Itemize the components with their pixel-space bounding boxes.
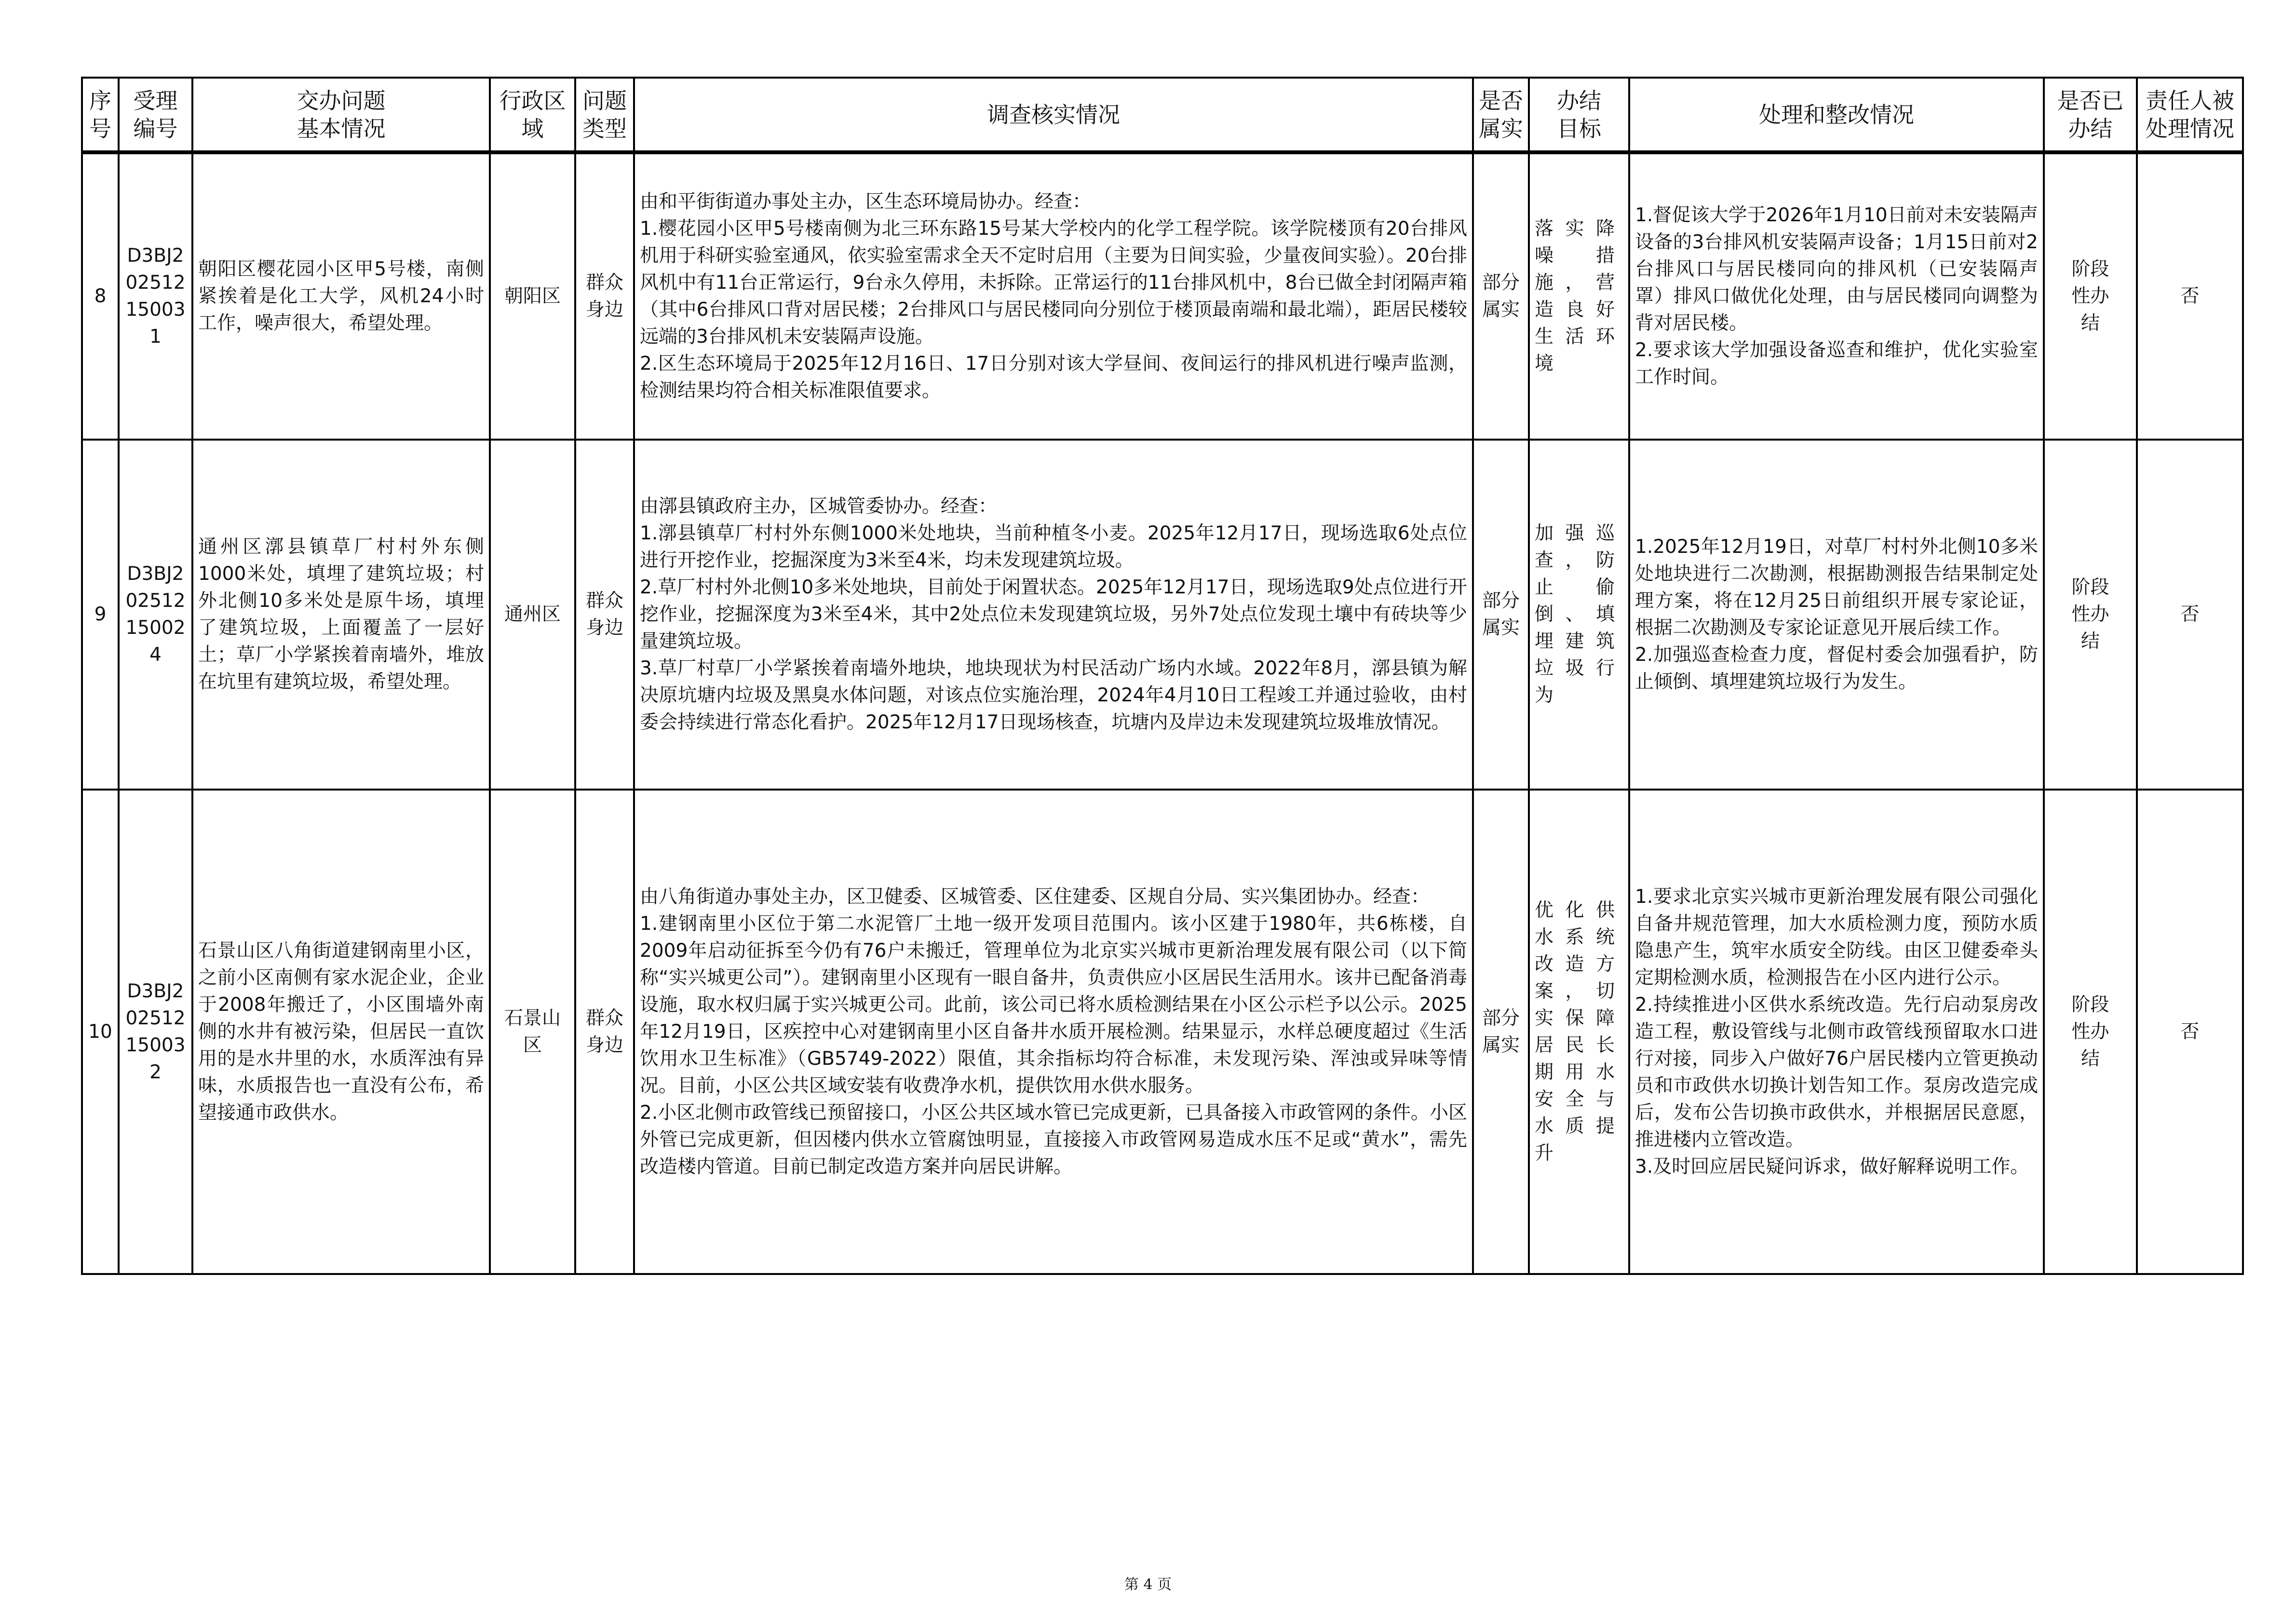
cell-verified: 部分属实 (1473, 440, 1529, 790)
cell-code: D3BJ202512150024 (119, 440, 192, 790)
cell-seq: 8 (82, 152, 119, 440)
investigation-paragraph: 3.草厂村草厂小学紧挨着南墙外地块，地块现状为村民活动广场内水域。2022年8月，漷县镇为解决原坑塘内垃圾及黑臭水体问题，对该点位实施治理，2024年4月10日工程竣工并通过验收，由村委会持续进行常态化看护。2025年12月17日现场核查，坑塘内及岸边未发现建筑垃圾堆放情况。 (640, 657, 1467, 733)
header-verified: 是否属实 (1473, 78, 1529, 152)
cell-district: 石景山区 (490, 790, 575, 1274)
page-number: 第 4 页 (1124, 1576, 1172, 1593)
investigation-paragraph: 2.草厂村村外北侧10多米处地块，目前处于闲置状态。2025年12月17日，现场选取9处点位进行开挖作业，挖掘深度为3米至4米，其中2处点位未发现建筑垃圾，另外7处点位发现土壤中有砖块等少量建筑垃圾。 (640, 577, 1467, 652)
cell-goal: 落实降噪措施，营造良好生活环境 (1529, 152, 1629, 440)
cell-closed: 阶段性办结 (2044, 152, 2137, 440)
investigation-paragraph: 由八角街道办事处主办，区卫健委、区城管委、区住建委、区规自分局、实兴集团协办。经查： (640, 885, 1430, 908)
investigation-paragraph: 1.建钢南里小区位于第二水泥管厂土地一级开发项目范围内。该小区建于1980年，共6栋楼，自2009年启动征拆至今仍有76户未搬迁，管理单位为北京实兴城市更新治理发展有限公司（以下简称“实兴城更公司”）。建钢南里小区现有一眼自备井，负责供应小区居民生活用水。该井已配备消毒设施，取水权归属于实兴城更公司。此前，该公司已将水质检测结果在小区公示栏予以公示。2025年12月19日，区疾控中心对建钢南里小区自备井水质开展检测。结果显示，水样总硬度超过《生活饮用水卫生标准》（GB5749-2022）限值，其余指标均符合标准，未发现污染、浑浊或异味等情况。目前，小区公共区域安装有收费净水机，提供饮用水供水服务。 (640, 912, 1467, 1097)
cell-type: 群众身边 (575, 440, 634, 790)
cell-issue: 通州区漷县镇草厂村村外东侧1000米处，填埋了建筑垃圾；村外北侧10多米处是原牛场，填埋了建筑垃圾，上面覆盖了一层好土；草厂小学紧挨着南墙外，堆放在坑里有建筑垃圾，希望处理。 (192, 440, 490, 790)
cell-code: D3BJ202512150032 (119, 790, 192, 1274)
investigation-paragraph: 2.区生态环境局于2025年12月16日、17日分别对该大学昼间、夜间运行的排风机进行噪声监测，检测结果均符合相关标准限值要求。 (640, 353, 1467, 402)
handling-paragraph: 2.要求该大学加强设备巡查和维护，优化实验室工作时间。 (1635, 339, 2038, 388)
cell-closed: 阶段性办结 (2044, 440, 2137, 790)
handling-paragraph: 2.加强巡查检查力度，督促村委会加强看护，防止倾倒、填埋建筑垃圾行为发生。 (1635, 644, 2038, 693)
cell-accountability: 否 (2137, 790, 2243, 1274)
cell-goal: 加强巡查，防止偷倒、填埋建筑垃圾行为 (1529, 440, 1629, 790)
cell-accountability: 否 (2137, 152, 2243, 440)
cell-verified: 部分属实 (1473, 790, 1529, 1274)
table-row (82, 440, 2243, 790)
header-seq: 序号 (82, 78, 119, 152)
table-row (82, 152, 2243, 440)
handling-paragraph: 3.及时回应居民疑问诉求，做好解释说明工作。 (1635, 1155, 2029, 1178)
cell-type: 群众身边 (575, 790, 634, 1274)
header-accountability: 责任人被处理情况 (2137, 78, 2243, 152)
header-code: 受理编号 (119, 78, 192, 152)
cell-seq: 9 (82, 440, 119, 790)
header-goal: 办结目标 (1529, 78, 1629, 152)
handling-paragraph: 1.2025年12月19日，对草厂村村外北侧10多米处地块进行二次勘测，根据勘测报告结果制定处理方案，将在12月25日前组织开展专家论证，根据二次勘测及专家论证意见开展后续工作。 (1635, 536, 2038, 639)
handling-paragraph: 2.持续推进小区供水系统改造。先行启动泵房改造工程，敷设管线与北侧市政管线预留取水口进行对接，同步入户做好76户居民楼内立管更换动员和市政供水切换计划告知工作。泵房改造完成后，发布公告切换市政供水，并根据居民意愿，推进楼内立管改造。 (1635, 993, 2038, 1151)
header-district: 行政区域 (490, 78, 575, 152)
handling-paragraph: 1.要求北京实兴城市更新治理发展有限公司强化自备井规范管理，加大水质检测力度，预防水质隐患产生，筑牢水质安全防线。由区卫健委牵头定期检测水质，检测报告在小区内进行公示。 (1635, 885, 2038, 989)
cell-goal: 优化供水系统改造方案，切实保障居民长期用水安全与水质提升 (1529, 790, 1629, 1274)
investigation-paragraph: 由和平街街道办事处主办，区生态环境局协办。经查： (640, 191, 1092, 213)
cell-district: 朝阳区 (490, 152, 575, 440)
header-investigation: 调查核实情况 (634, 78, 1473, 152)
handling-paragraph: 1.督促该大学于2026年1月10日前对未安装隔声设备的3台排风机安装隔声设备；1月15日前对2台排风口与居民楼同向的排风机（已安装隔声罩）排风口做优化处理，由与居民楼同向调整为背对居民楼。 (1635, 204, 2038, 334)
table-header-row (82, 78, 2243, 152)
header-closed: 是否已办结 (2044, 78, 2137, 152)
investigation-paragraph: 1.樱花园小区甲5号楼南侧为北三环东路15号某大学校内的化学工程学院。该学院楼顶有20台排风机用于科研实验室通风，依实验室需求全天不定时启用（主要为日间实验，少量夜间实验）。20台排风机中有11台正常运行，9台永久停用，未拆除。正常运行的11台排风机中，8台已做全封闭隔声箱（其中6台排风口背对居民楼；2台排风口与居民楼同向分别位于楼顶最南端和最北端），距居民楼较远端的3台排风机未安装隔声设施。 (640, 218, 1467, 348)
cell-accountability: 否 (2137, 440, 2243, 790)
cell-code: D3BJ202512150031 (119, 152, 192, 440)
table-row (82, 790, 2243, 1274)
investigation-paragraph: 1.漷县镇草厂村村外东侧1000米处地块，当前种植冬小麦。2025年12月17日，现场选取6处点位进行开挖作业，挖掘深度为3米至4米，均未发现建筑垃圾。 (640, 523, 1467, 571)
investigation-paragraph: 由漷县镇政府主办，区城管委协办。经查： (640, 496, 998, 517)
header-type: 问题类型 (575, 78, 634, 152)
cell-investigation (634, 440, 1473, 790)
cell-handling (1629, 152, 2044, 440)
cell-verified: 部分属实 (1473, 152, 1529, 440)
cell-issue: 朝阳区樱花园小区甲5号楼，南侧紧挨着是化工大学，风机24小时工作，噪声很大，希望处理。 (192, 152, 490, 440)
cell-district: 通州区 (490, 440, 575, 790)
cell-issue: 石景山区八角街道建钢南里小区，之前小区南侧有家水泥企业，企业于2008年搬迁了，小区围墙外南侧的水井有被污染，但居民一直饮用的是水井里的水，水质浑浊有异味，水质报告也一直没有公布，希望接通市政供水。 (192, 790, 490, 1274)
investigation-paragraph: 2.小区北侧市政管线已预留接口，小区公共区域水管已完成更新，已具备接入市政管网的条件。小区外管已完成更新，但因楼内供水立管腐蚀明显，直接接入市政管网易造成水压不足或“黄水”，需先改造楼内管道。目前已制定改造方案并向居民讲解。 (640, 1101, 1467, 1178)
cell-investigation (634, 790, 1473, 1274)
cell-type: 群众身边 (575, 152, 634, 440)
cell-closed: 阶段性办结 (2044, 790, 2137, 1274)
cell-handling (1629, 440, 2044, 790)
header-handling: 处理和整改情况 (1629, 78, 2044, 152)
cell-investigation (634, 152, 1473, 440)
supervision-table (81, 77, 2244, 1275)
header-issue: 交办问题基本情况 (192, 78, 490, 152)
cell-handling (1629, 790, 2044, 1274)
cell-seq: 10 (82, 790, 119, 1274)
